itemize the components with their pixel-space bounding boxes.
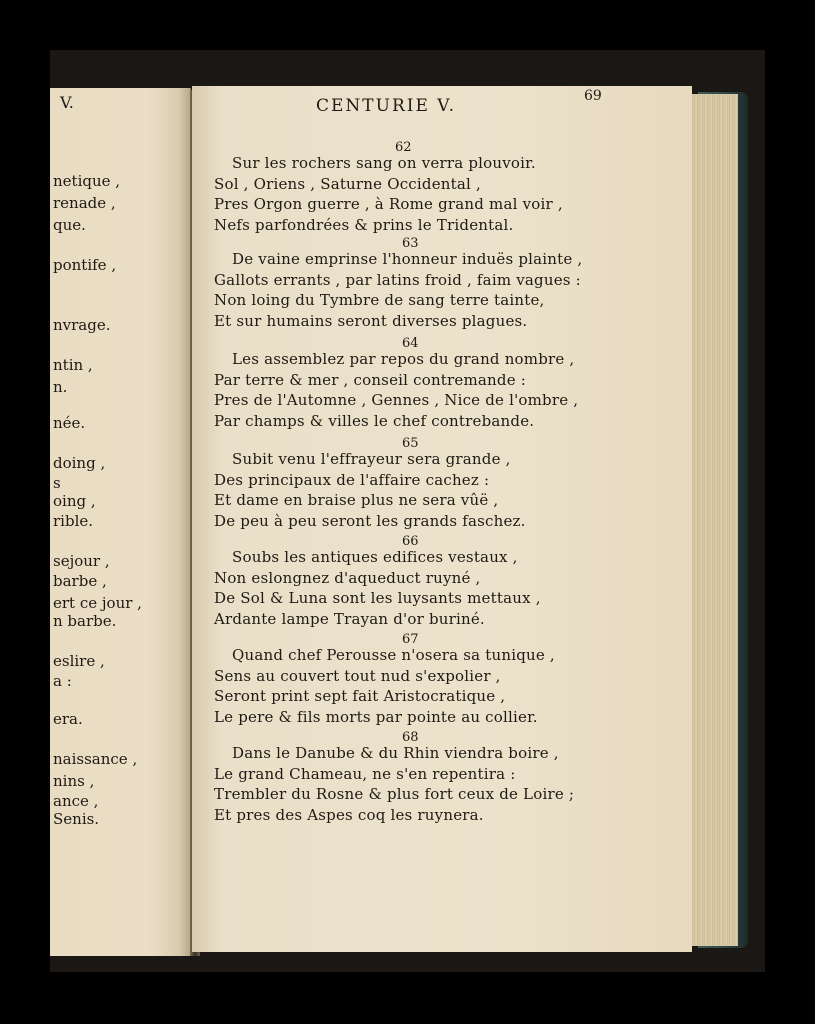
verse-line: Des principaux de l'affaire cachez : [214,470,490,489]
verse-line: Et sur humains seront diverses plagues. [214,311,528,330]
left-page-line: pontife , [53,256,117,274]
left-page-line: naissance , [53,750,138,768]
verse-line: Nefs parfondrées & prins le Tridental. [214,215,514,234]
left-page-line: rible. [53,512,94,530]
verse-line: Non loing du Tymbre de sang terre tainte, [214,291,545,309]
verse-line: Dans le Danube & du Rhin viendra boire , [232,744,559,762]
verse-line: Soubs les antiques edifices vestaux , [232,548,518,566]
left-page-line: s [53,474,61,492]
verse-line: Gallots errants , par latins froid , faim vagues : [214,270,581,289]
quatrain-number: 63 [402,236,419,251]
verse-line: Quand chef Perousse n'osera sa tunique , [232,646,555,664]
verse-line: Et pres des Aspes coq les ruynera. [214,805,484,824]
verse-line: Par champs & villes le chef contrebande. [214,411,535,430]
left-page-line: nins , [53,772,95,790]
page-number: 69 [584,88,602,104]
left-page-line: n barbe. [53,612,117,630]
left-page-line: eslire , [53,652,105,670]
left-page-line: sejour , [53,552,110,570]
verse-line: Seront print sept fait Aristocratique , [214,687,506,705]
verse-line: Et dame en braise plus ne sera vûë , [214,491,499,509]
verse-line: De peu à peu seront les grands faschez. [214,511,526,530]
left-page-line: n. [53,378,68,396]
verse-line: Par terre & mer , conseil contremande : [214,370,527,389]
left-page-line: a : [53,672,72,690]
verse-line: Le grand Chameau, ne s'en repentira : [214,764,516,783]
left-page-line: doing , [53,454,106,472]
verse-line: Sol , Oriens , Saturne Occidental , [214,174,481,193]
left-page-line: netique , [53,172,121,190]
left-page-line: ance , [53,792,99,810]
verse-line: Les assemblez par repos du grand nombre , [232,350,575,368]
left-page-line: oing , [53,492,96,510]
page-header: CENTURIE V. [316,96,456,116]
left-page-line: era. [53,710,83,728]
left-page-line: nvrage. [53,316,111,334]
verse-line: Ardante lampe Trayan d'or buriné. [214,609,485,628]
quatrain-number: 67 [402,632,419,647]
quatrain-number: 65 [402,436,419,451]
quatrain-number: 64 [402,336,419,351]
left-page-line: née. [53,414,86,432]
verse-line: De vaine emprinse l'honneur induës plainte , [232,250,583,268]
quatrain-number: 66 [402,534,419,549]
left-page-line: ntin , [53,356,93,374]
quatrain-number: 62 [395,140,412,155]
verse-line: Trembler du Rosne & plus fort ceux de Loire ; [214,785,575,803]
verse-line: Pres de l'Automne , Gennes , Nice de l'ombre , [214,391,579,409]
left-page-line: barbe , [53,572,107,590]
left-page-line: Senis. [53,810,100,828]
verse-line: Pres Orgon guerre , à Rome grand mal voir , [214,195,563,213]
verse-line: De Sol & Luna sont les luysants mettaux , [214,589,541,607]
quatrain-number: 68 [402,730,419,745]
verse-line: Subit venu l'effrayeur sera grande , [232,450,511,468]
verse-line: Sens au couvert tout nud s'expolier , [214,666,501,685]
left-page-line: que. [53,216,86,234]
left-page-line: ert ce jour , [53,594,142,612]
verse-line: Le pere & fils morts par pointe au collier. [214,707,538,726]
verse-line: Sur les rochers sang on verra plouvoir. [232,154,536,172]
verse-line: Non eslongnez d'aqueduct ruyné , [214,568,481,587]
left-page-line: renade , [53,194,116,212]
left-page-header: V. [60,93,74,112]
